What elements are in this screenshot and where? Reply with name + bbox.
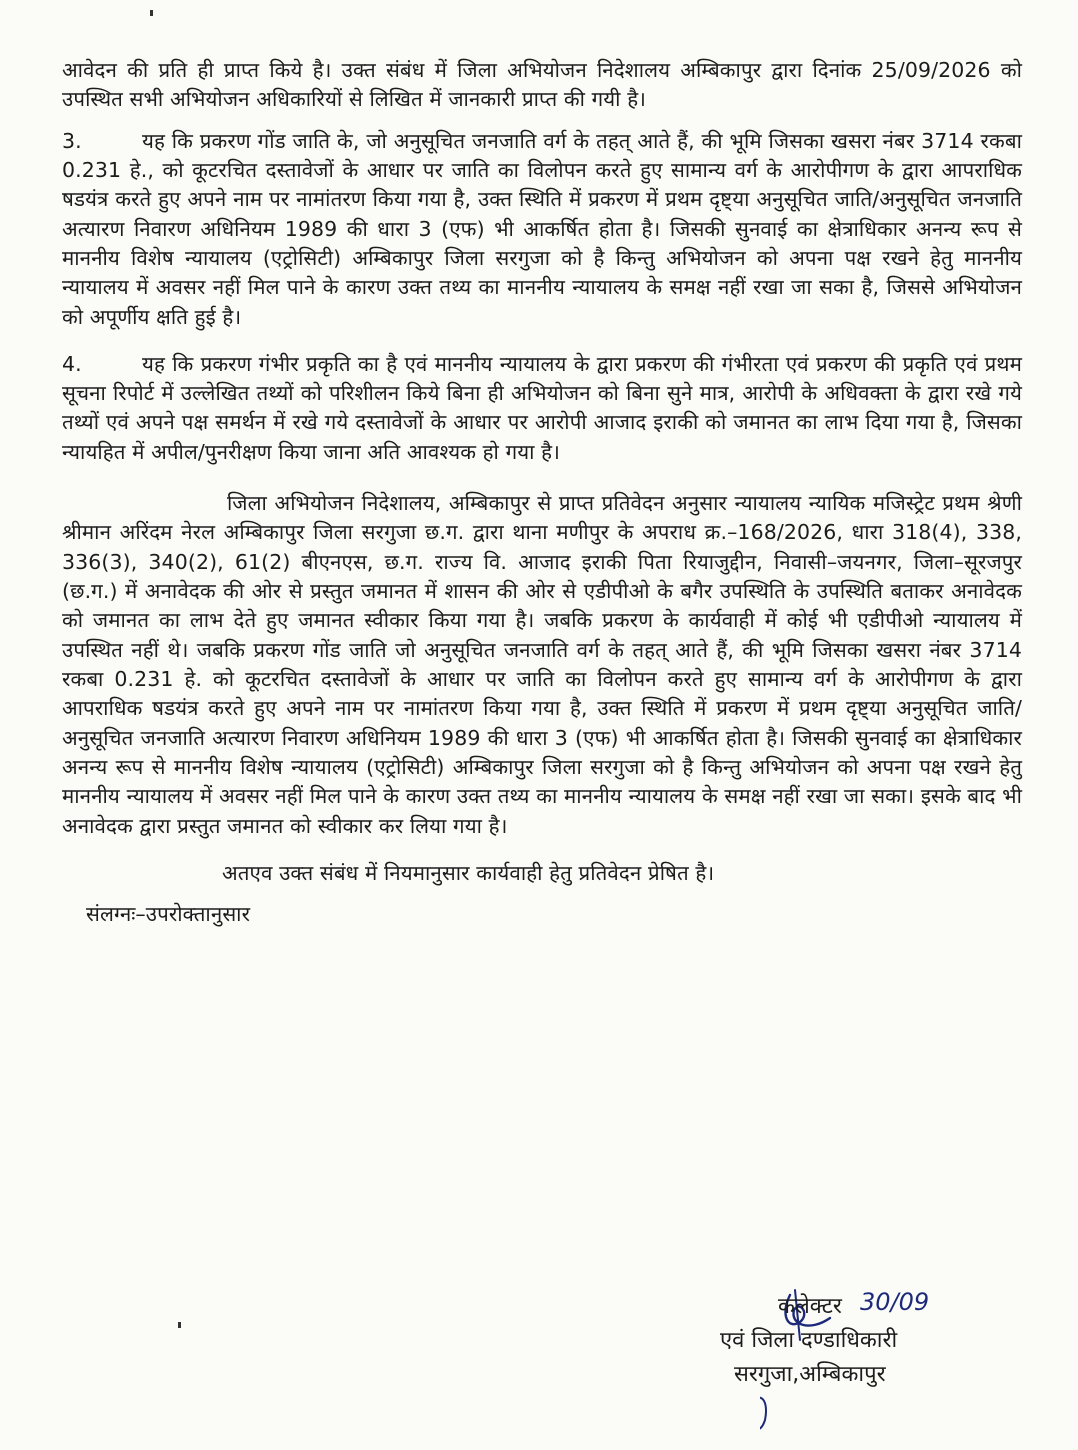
paragraph-4-number: 4. [62, 351, 82, 376]
signatory-title: कलेक्टर [778, 1294, 842, 1319]
letter-body [62, 56, 1022, 941]
paragraph-3-number: 3. [62, 128, 82, 153]
paragraph-4 [62, 350, 1022, 467]
scan-speck [150, 10, 153, 16]
paragraph-3 [62, 127, 1022, 332]
scan-speck [178, 1322, 181, 1328]
paragraph-3-text: यह कि प्रकरण गोंड जाति के, जो अनुसूचित जनजाति वर्ग के तहत् आते हैं, की भूमि जिसका खसरा नंबर 3714 रकबा 0.231 हे., को कूटरचित दस्तावेजों के आधार पर जाति का विलोपन करते हुए सामान्य वर्ग के आरोपीगण के द्वारा आपराधिक षडयंत्र करते हुए अपने नाम पर नामांतरण किया गया है, उक्त स्थिति में प्रकरण में प्रथम दृष्ट्या अनुसूचित जाति/अनुसूचित जनजाति अत्यारण निवारण अधिनियम 1989 की धारा 3 (एफ) भी आकर्षित होता है। जिसकी सुनवाई का क्षेत्राधिकार अनन्य रूप से माननीय विशेष न्यायालय (एट्रोसिटी) अम्बिकापुर जिला सरगुजा को है किन्तु अभियोजन को अपना पक्ष रखने हेतु माननीय न्यायालय में अवसर नहीं मिल पाने के कारण उक्त तथ्य का माननीय न्यायालय के समक्ष नहीं रखा जा सका है, जिससे अभियोजन को अपूर्णीय क्षति हुई है। [62, 128, 1022, 329]
main-report-paragraph: जिला अभियोजन निदेशालय, अम्बिकापुर से प्राप्त प्रतिवेदन अनुसार न्यायालय न्यायिक मजिस्ट्रेट प्रथम श्रेणी श्रीमान अरिंदम नेरल अम्बिकापुर जिला सरगुजा छ.ग. द्वारा थाना मणीपुर के अपराध क्र.–168/2026, धारा 318(4), 338, 336(3), 340(2), 61(2) बीएनएस, छ.ग. राज्य वि. आजाद इराकी पिता रियाजुद्दीन, निवासी–जयनगर, जिला–सूरजपुर (छ.ग.) में अनावेदक की ओर से प्रस्तुत जमानत में शासन की ओर से एडीपीओ के बगैर उपस्थिति के उपस्थिति बताकर अनावेदक को जमानत का लाभ देते हुए जमानत स्वीकार किया गया है। जबकि प्रकरण के कार्यवाही में कोई भी एडीपीओ न्यायालय में उपस्थित नहीं थे। जबकि प्रकरण गोंड जाति जो अनुसूचित जनजाति वर्ग के तहत् आते हैं, की भूमि जिसका खसरा नंबर 3714 रकबा 0.231 हे. को कूटरचित दस्तावेजों के आधार पर जाति का विलोपन करते हुए सामान्य वर्ग के आरोपीगण के द्वारा आपराधिक षडयंत्र करते हुए अपने नाम पर नामांतरण किया गया है, उक्त स्थिति में प्रकरण में प्रथम दृष्ट्या अनुसूचित जाति/अनुसूचित जनजाति अत्यारण निवारण अधिनियम 1989 की धारा 3 (एफ) भी आकर्षित होता है। जिसकी सुनवाई का क्षेत्राधिकार अनन्य रूप से माननीय विशेष न्यायालय (एट्रोसिटी) अम्बिकापुर जिला सरगुजा को है किन्तु अभियोजन को अपना पक्ष रखने हेतु माननीय न्यायालय में अवसर नहीं मिल पाने के कारण उक्त तथ्य का माननीय न्यायालय के समक्ष नहीं रखा जा सका। इसके बाद भी अनावेदक द्वारा प्रस्तुत जमानत को स्वीकार कर लिया गया है। [62, 491, 1023, 838]
signatory-block [720, 1290, 1040, 1392]
closing-paragraph: अतएव उक्त संबंध में नियमानुसार कार्यवाही हेतु प्रतिवेदन प्रेषित है। [222, 860, 715, 885]
intro-paragraph: आवेदन की प्रति ही प्राप्त किये है। उक्त संबंध में जिला अभियोजन निदेशालय अम्बिकापुर द्वारा दिनांक 25/09/2026 को उपस्थित सभी अभियोजन अधिकारियों से लिखित में जानकारी प्राप्त की गयी है। [62, 58, 1022, 112]
enclosure-note: संलग्नः–उपरोक्तानुसार [86, 902, 251, 927]
signatory-location: सरगुजा,अम्बिकापुर [734, 1362, 886, 1388]
handwritten-date: 30/09 [860, 1288, 930, 1316]
signatory-designation: एवं जिला दण्डाधिकारी [720, 1328, 898, 1354]
paragraph-4-text: यह कि प्रकरण गंभीर प्रकृति का है एवं माननीय न्यायालय के द्वारा प्रकरण की गंभीरता एवं प्रकरण की प्रकृति एवं प्रथम सूचना रिपोर्ट में उल्लेखित तथ्यों को परिशीलन किये बिना ही अभियोजन को बिना सुने मात्र, आरोपी के अधिवक्ता के द्वारा रखे गये तथ्यों एवं अपने पक्ष समर्थन में रखे गये दस्तावेजों के आधार पर आरोपी आजाद इराकी को जमानत का लाभ दिया गया है, जिसका न्यायहित में अपील/पुनरीक्षण किया जाना अति आवश्यक हो गया है। [62, 351, 1022, 464]
